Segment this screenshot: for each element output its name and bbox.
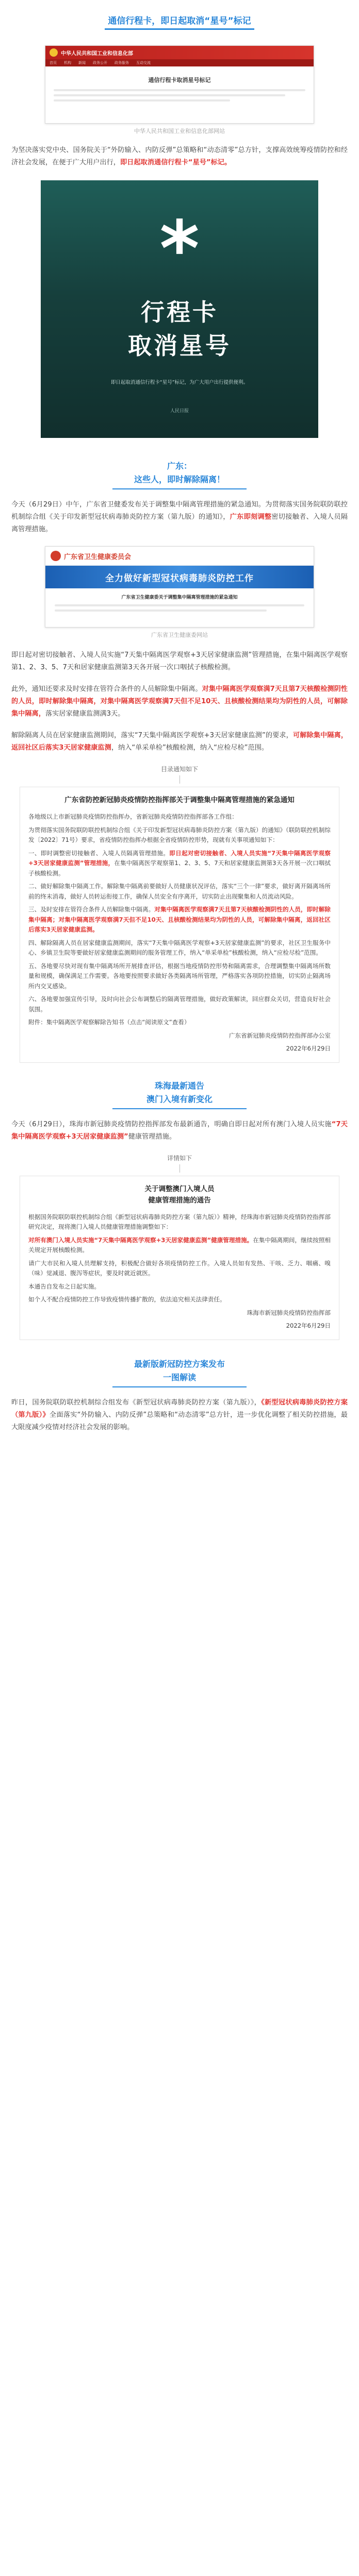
section2-paragraph-c: 此外，通知还要求及时安排在管符合条件的人员解除集中隔离。对集中隔离医学观察满7天且第7天核酸检测阴性的人员，即时解除集中隔离，对集中隔离医学观察满7天但不足10天、且核酸检测结果均为阴性的人员，可解除集中隔离，落实居家健康监测满3天。: [11, 685, 348, 718]
notice-title: 广东省防控新冠肺炎疫情防控指挥部关于调整集中隔离管理措施的紧急通知: [64, 796, 295, 804]
section3-title: 珠海最新通告 澳门入境有新变化: [0, 1079, 359, 1109]
zhuhai-notice-p1: 根据国务院联防联控机制综合组《新型冠状病毒肺炎防控方案（第九版）》精神，经珠海市新冠肺炎疫情防控指挥部研究决定，现将澳门入境人员健康管理措施调整如下：: [28, 1213, 331, 1230]
national-emblem-icon: [50, 48, 58, 57]
zhuhai-notice-p2: 对所有澳门入境人员实施“7天集中隔离医学观察+3天居家健康监测”健康管理措施。在集中隔离期间，继续按照相关规定开展核酸检测。: [28, 1236, 331, 1253]
guangdong-website-screenshot: [45, 546, 314, 628]
section2-paragraph-b: 即日起对密切接触者、入境人员实施“7天集中隔离医学观察+3天居家健康监测”管理措施，在集中隔离医学观察第1、2、3、5、7天和居家健康监测第3天各开展一次口咽拭子核酸检测。: [11, 651, 348, 671]
zhuhai-notice-signature: 珠海市新冠肺炎疫情防控指挥部: [247, 1309, 331, 1316]
guangdong-header: 广东省卫生健康委员会: [45, 547, 314, 566]
notice-address: 各地级以上市新冠肺炎疫情防控指挥办，省新冠肺炎疫情防控指挥部各工作组：: [28, 813, 238, 820]
poster-line1: 行程卡: [141, 298, 218, 326]
notice-p4: 三、及时安排在管符合条件人员解除集中隔离。对集中隔离医学观察满7天且第7天核酸检测阴性的人员，即时解除集中隔离；对集中隔离医学观察满7天但不足10天、且核酸检测结果均为阴性的人员，可解除集中隔离，返回社区后落实3天居家健康监测。: [28, 906, 331, 933]
notice-date: 2022年6月29日: [286, 1045, 331, 1052]
section4-paragraph: 昨日，国务院联防联控机制综合组发布《新型冠状病毒肺炎防控方案（第九版）》，《新型冠状病毒肺炎防控方案（第九版）》全面落实“外防输入、内防反弹”总策略和“动态清零”总方针，进一步优化调整了相关防控措施，最大限度减少疫情对经济社会发展的影响。: [11, 1398, 348, 1431]
guangdong-banner: 全力做好新型冠状病毒肺炎防控工作: [45, 566, 314, 588]
poster-line2: 取消星号: [128, 332, 231, 360]
section3-paragraph: 今天（6月29日），珠海市新冠肺炎疫情防控指挥部发布最新通告，明确自即日起对所有澳门入境人员实施“7天集中隔离医学观察+3天居家健康监测”健康管理措施。: [11, 1120, 348, 1141]
image-caption: 广东省卫生健康委网站: [151, 632, 208, 638]
notice-label: 目录通知如下: [160, 766, 198, 773]
zhuhai-notice-date: 2022年6月29日: [286, 1322, 331, 1329]
notice-p5: 四、解除隔离人员在居家健康监测期间，落实“7天集中隔离医学观察+3天居家健康监测”的要求，社区卫生服务中心、乡镇卫生院等要做好居家健康监测期间的服务管理工作，纳入“单采单检”核酸检测，纳入“应检尽检”范围。: [28, 939, 331, 956]
zhuhai-notice-p3: 请广大市民和入境人员理解支持，积极配合做好各项疫情防控工作。入境人员如有发热、干咳、乏力、咽痛、嗅（味）觉减退、腹泻等症状，要及时就近就医。: [28, 1259, 331, 1277]
notice-attachment: 附件：集中隔离医学观察解除告知书（点击“阅读原文”查看）: [28, 1019, 190, 1026]
section2-title: 广东： 这些人，即时解除隔离！: [0, 460, 359, 489]
image-caption: 中华人民共和国工业和信息化部网站: [134, 128, 225, 134]
notice-p1: 为贯彻落实国务院联防联控机制综合组《关于印发新型冠状病毒肺炎防控方案（第九版）的通知》（联防联控机制综发〔2022〕71号）要求，省疫情防控指挥办根据全省疫情防控形势，现就有关事项通知如下：: [28, 826, 331, 843]
notice-p3: 二、做好解除集中隔离工作。解除集中隔离前要做好人员健康状况评估，落实“三个一律”要求，做好离开隔离场所前的终末消毒，做好人员转运衔接工作，确保人员安全有序离开，切实防止出现聚集和人员流动风险。: [28, 883, 331, 900]
poster-logo: 人民日报: [170, 409, 189, 414]
miit-header: 中华人民共和国工业和信息化部: [45, 46, 314, 59]
section4-title: 最新版新冠防控方案发布 一图解读: [0, 1358, 359, 1387]
section1-paragraph: 为坚决落实党中央、国务院关于“外防输入、内防反弹”总策略和“动态清零”总方针，支撑高效统筹疫情防控和经济社会发展，在便于广大用户出行，即日起取消通信行程卡“星号”标记。: [11, 146, 348, 166]
section2-paragraph-a: 今天（6月29日）中午，广东省卫健委发布关于调整集中隔离管理措施的紧急通知。为贯彻落实国务院联防联控机制综合组《关于印发新型冠状病毒肺炎防控方案（第九版）的通知》，广东即刻调整密切接触者、入境人员隔离管理措施。: [11, 501, 348, 533]
guangdong-article-preview: 广东省卫生健康委关于调整集中隔离管理措施的紧急通知: [45, 588, 314, 627]
notice-p6: 五、各地要尽快对现有集中隔离场所开展排查评估，根据当地疫情防控形势和隔离需求，合理调整集中隔离场所数量和规模，确保满足工作需要。各地要按照要求做好各类隔离场所管理，严格落实各项防控措施，切实防止隔离场所内交叉感染。: [28, 962, 331, 990]
health-commission-logo-icon: [51, 551, 61, 561]
details-label: 详情如下: [167, 1154, 192, 1162]
guangdong-notice-document: [20, 787, 339, 1063]
notice-p2: 一、即时调整密切接触者、入境人员隔离管理措施。即日起对密切接触者、入境人员实施“7天集中隔离医学观察+3天居家健康监测”管理措施，在集中隔离医学观察第1、2、3、5、7天和居家健康监测第3天各开展一次口咽拭子核酸检测。: [28, 849, 331, 877]
miit-website-screenshot: [45, 45, 314, 124]
asterisk-icon: *: [159, 205, 200, 293]
notice-signature: 广东省新冠肺炎疫情防控指挥部办公室: [229, 1031, 331, 1039]
zhuhai-notice-document: [20, 1176, 339, 1340]
notice-p7: 六、各地要加强宣传引导，及时向社会公布调整后的隔离管理措施，做好政策解读，回应群众关切，营造良好社会氛围。: [28, 995, 331, 1013]
miit-article-preview: 通信行程卡取消星号标记: [45, 66, 314, 123]
zhuhai-notice-p4: 本通告自发布之日起实施。: [28, 1282, 101, 1290]
zhuhai-notice-p5: 如个人不配合疫情防控工作导致疫情传播扩散的，依法追究相关法律责任。: [28, 1296, 226, 1303]
section1-title: 通信行程卡，即日起取消“星号”标记: [0, 13, 359, 30]
section2-paragraph-d: 解除隔离人员在居家健康监测期间，落实“7天集中隔离医学观察+3天居家健康监测”的要求，可解除集中隔离，返回社区后落实3天居家健康监测，纳入“单采单检”核酸检测，纳入“应检尽检”范围。: [11, 732, 348, 752]
travel-card-poster: [41, 180, 318, 438]
miit-nav: 首页 机构 新闻 政务公开 政务服务 互动交流: [45, 59, 314, 66]
zhuhai-notice-title: 关于调整澳门入境人员 健康管理措施的通告: [144, 1184, 215, 1205]
poster-footer: 即日起取消通信行程卡“星号”标记，为广大用户出行提供便利。: [110, 380, 249, 385]
